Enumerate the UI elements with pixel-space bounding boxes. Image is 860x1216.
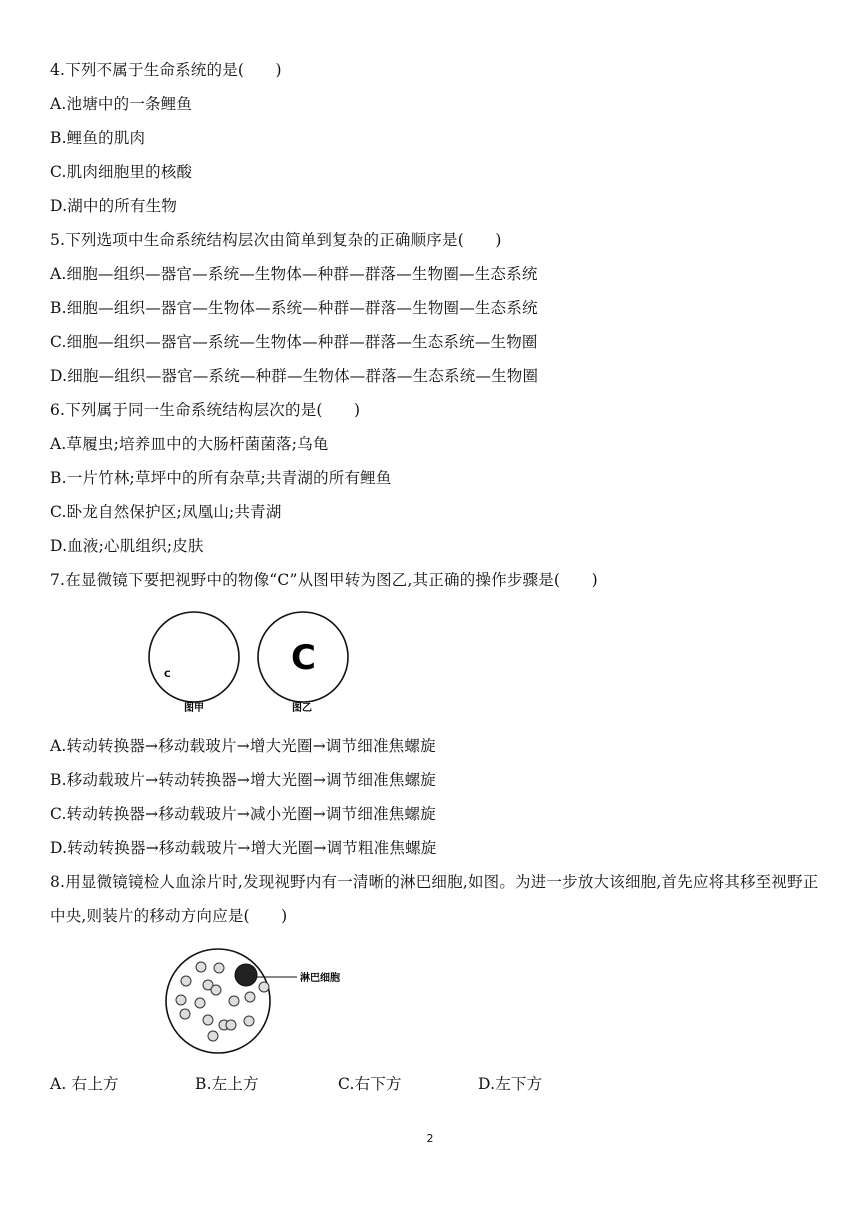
q8-option-c: C.右下方 — [338, 1075, 402, 1093]
caption-yi: 图乙 — [292, 703, 312, 714]
caption-jia: 图甲 — [184, 703, 204, 714]
lymphocyte-label: 淋巴细胞 — [300, 973, 340, 984]
q5-option-a: A.细胞—组织—器官—系统—生物体—种群—群落—生物圈—生态系统 — [50, 265, 538, 283]
letter-c-small: C — [164, 670, 171, 680]
letter-c-large: C — [291, 638, 316, 678]
q4-option-b: B.鲤鱼的肌肉 — [50, 129, 146, 147]
q5-option-b: B.细胞—组织—器官—生物体—系统—种群—群落—生物圈—生态系统 — [50, 299, 538, 317]
blood-smear-figure — [160, 945, 380, 1060]
q5-option-d: D.细胞—组织—器官—系统—种群—生物体—群落—生态系统—生物圈 — [50, 367, 539, 385]
q4-option-d: D.湖中的所有生物 — [50, 197, 178, 215]
q8-options — [50, 1074, 542, 1094]
q7-option-c: C.转动转换器→移动载玻片→减小光圈→调节细准焦螺旋 — [50, 805, 436, 823]
q7-option-d: D.转动转换器→移动载玻片→增大光圈→调节粗准焦螺旋 — [50, 839, 437, 857]
q6-option-c: C.卧龙自然保护区;凤凰山;共青湖 — [50, 503, 282, 521]
q7-stem: 7.在显微镜下要把视野中的物像“C”从图甲转为图乙,其正确的操作步骤是( ) — [50, 571, 598, 589]
q6-option-a: A.草履虫;培养皿中的大肠杆菌菌落;乌龟 — [50, 435, 329, 453]
q7-option-b: B.移动载玻片→转动转换器→增大光圈→调节细准焦螺旋 — [50, 771, 436, 789]
q7-option-a: A.转动转换器→移动载玻片→增大光圈→调节细准焦螺旋 — [50, 737, 436, 755]
q5-option-c: C.细胞—组织—器官—系统—生物体—种群—群落—生态系统—生物圈 — [50, 333, 538, 351]
q4-stem: 4.下列不属于生命系统的是( ) — [50, 61, 282, 79]
q8-option-a: A. 右上方 — [50, 1075, 119, 1093]
q8-option-b: B.左上方 — [195, 1075, 259, 1093]
q4-option-c: C.肌肉细胞里的核酸 — [50, 163, 193, 181]
q6-stem: 6.下列属于同一生命系统结构层次的是( ) — [50, 401, 361, 419]
view-circle-jia — [149, 612, 239, 702]
q6-option-b: B.一片竹林;草坪中的所有杂草;共青湖的所有鲤鱼 — [50, 469, 392, 487]
q5-stem: 5.下列选项中生命系统结构层次由简单到复杂的正确顺序是( ) — [50, 231, 502, 249]
microscope-view-figure — [140, 605, 370, 715]
q8-option-d: D.左下方 — [478, 1075, 543, 1093]
q4-option-a: A.池塘中的一条鲤鱼 — [50, 95, 193, 113]
page-number: 2 — [426, 1132, 434, 1145]
q6-option-d: D.血液;心肌组织;皮肤 — [50, 537, 204, 555]
q8-stem: 8.用显微镜镜检人血涂片时,发现视野内有一清晰的淋巴细胞,如图。为进一步放大该细胞,首先应将其移至视野正中央,则装片的移动方向应是( ) — [50, 873, 819, 925]
lymphocyte-cell — [235, 964, 257, 986]
